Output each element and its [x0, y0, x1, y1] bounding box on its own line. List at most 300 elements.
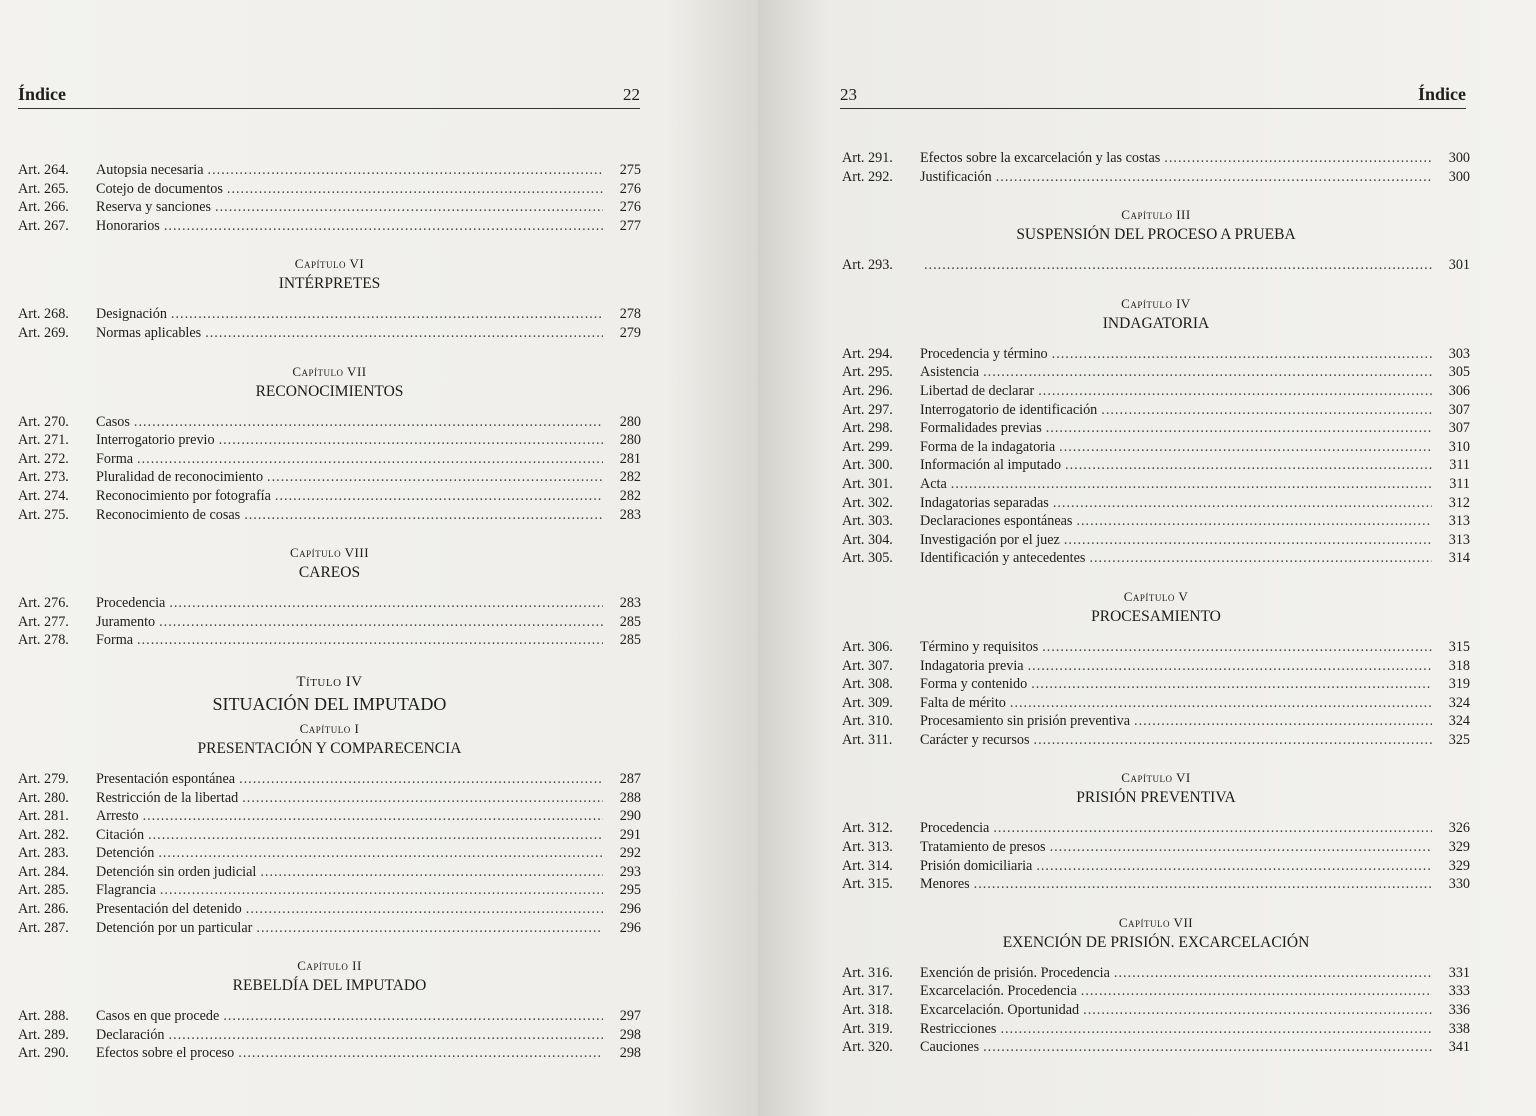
dot-leader: [1053, 494, 1432, 513]
toc-entry: [18, 631, 641, 650]
entry-page-number: 288: [619, 789, 641, 806]
toc-entry: [18, 789, 641, 808]
article-number: Art. 283.: [18, 845, 69, 862]
article-number: Art. 312.: [842, 820, 893, 837]
entry-page-number: 291: [619, 826, 641, 843]
dot-leader: [1089, 549, 1432, 568]
dot-leader: [246, 900, 603, 919]
entry-title: Procedencia: [920, 820, 990, 837]
entry-page-number: 318: [1448, 657, 1470, 674]
entry-title: Procedencia: [96, 595, 166, 612]
chapter-label: Capítulo VII: [1118, 914, 1194, 930]
dot-leader: [996, 168, 1432, 187]
toc-entry: [842, 838, 1470, 857]
entry-title: Forma: [96, 450, 134, 467]
entry-page-number: 338: [1448, 1020, 1470, 1037]
dot-leader: [1114, 964, 1432, 983]
dot-leader: [1010, 694, 1432, 713]
article-number: Art. 271.: [18, 432, 69, 449]
left-page: [0, 0, 758, 1116]
chapter-heading: PRISIÓN PREVENTIVA: [1076, 789, 1236, 807]
dot-leader: [171, 305, 603, 324]
article-number: Art. 306.: [842, 638, 893, 655]
chapter-label: Capítulo IV: [1121, 295, 1191, 311]
article-number: Art. 266.: [18, 199, 69, 216]
entry-page-number: 285: [619, 632, 641, 649]
dot-leader: [223, 1007, 603, 1026]
entry-page-number: 296: [619, 901, 641, 918]
toc-entry: [842, 1020, 1470, 1039]
entry-title: Excarcelación. Oportunidad: [920, 1002, 1080, 1019]
entry-page-number: 333: [1448, 983, 1470, 1000]
entry-title: Presentación del detenido: [96, 901, 242, 918]
toc-entry: [18, 770, 641, 789]
entry-title: Citación: [96, 826, 145, 843]
dot-leader: [1034, 731, 1432, 750]
toc-entry: [842, 401, 1470, 420]
article-number: Art. 299.: [842, 438, 893, 455]
dot-leader: [239, 770, 603, 789]
article-number: Art. 276.: [18, 595, 69, 612]
article-number: Art. 282.: [18, 826, 69, 843]
chapter-label: Capítulo VI: [294, 256, 365, 272]
entry-page-number: 285: [619, 613, 641, 630]
article-number: Art. 311.: [842, 731, 893, 748]
toc-entry: [842, 982, 1470, 1001]
entry-title: Efectos sobre el proceso: [96, 1045, 235, 1062]
entry-title: Casos en que procede: [96, 1008, 220, 1025]
entry-title: Procesamiento sin prisión preventiva: [920, 713, 1131, 730]
dot-leader: [974, 875, 1432, 894]
entry-title: Detención por un particular: [96, 919, 253, 936]
entry-page-number: 315: [1448, 638, 1470, 655]
article-number: Art. 287.: [18, 919, 69, 936]
toc-entry: [842, 712, 1470, 731]
entry-page-number: 336: [1448, 1002, 1470, 1019]
dot-leader: [1134, 712, 1432, 731]
toc-entry: [842, 731, 1470, 750]
entry-page-number: 311: [1449, 475, 1470, 492]
article-number: Art. 272.: [18, 450, 69, 467]
article-number: Art. 308.: [842, 676, 893, 693]
entry-title: Información al imputado: [920, 457, 1062, 474]
entry-page-number: 319: [1448, 676, 1470, 693]
dot-leader: [1059, 438, 1432, 457]
dot-leader: [1083, 1001, 1432, 1020]
chapter-heading: EXENCIÓN DE PRISIÓN. EXCARCELACIÓN: [1002, 933, 1310, 951]
dot-leader: [1052, 345, 1432, 364]
entry-page-number: 331: [1448, 964, 1470, 981]
dot-leader: [1038, 382, 1432, 401]
dot-leader: [227, 180, 603, 199]
toc-entry: [842, 494, 1470, 513]
dot-leader: [275, 487, 603, 506]
dot-leader: [148, 826, 603, 845]
article-number: Art. 297.: [842, 401, 893, 418]
toc-entry: [18, 1044, 641, 1063]
toc-entry: [18, 826, 641, 845]
entry-title: Efectos sobre la excarcelación y las costas: [920, 150, 1161, 166]
article-number: Art. 310.: [842, 713, 893, 730]
entry-page-number: 341: [1448, 1039, 1470, 1056]
article-number: Art. 320.: [842, 1039, 893, 1056]
dot-leader: [983, 363, 1432, 382]
article-number: Art. 285.: [18, 882, 69, 899]
article-number: Art. 270.: [18, 413, 69, 430]
entry-page-number: 280: [619, 432, 641, 449]
chapter-label: Capítulo III: [1121, 207, 1191, 223]
article-number: Art. 279.: [18, 770, 69, 787]
article-number: Art. 301.: [842, 475, 893, 492]
dot-leader: [983, 1038, 1432, 1057]
title-heading: SITUACIÓN DEL IMPUTADO: [212, 693, 447, 714]
entry-title: Declaración: [96, 1026, 165, 1043]
entry-title: Interrogatorio previo: [96, 432, 215, 449]
toc-entry: [18, 180, 641, 199]
dot-leader: [137, 450, 603, 469]
toc-entry: [842, 638, 1470, 657]
entry-page-number: 313: [1448, 531, 1470, 548]
entry-title: Término y requisitos: [920, 638, 1039, 655]
dot-leader: [993, 819, 1432, 838]
article-number: Art. 296.: [842, 382, 893, 399]
toc-entry: [18, 1007, 641, 1026]
toc-entry: [842, 512, 1470, 531]
dot-leader: [215, 198, 603, 217]
article-number: Art. 274.: [18, 487, 69, 504]
entry-page-number: 298: [619, 1026, 641, 1043]
entry-page-number: 296: [619, 919, 641, 936]
toc-entry: [842, 531, 1470, 550]
dot-leader: [1081, 982, 1432, 1001]
article-number: Art. 315.: [842, 876, 893, 893]
entry-title: Normas aplicables: [96, 324, 202, 341]
entry-page-number: 313: [1448, 513, 1470, 530]
toc-entry: [842, 549, 1470, 568]
toc-entry: [18, 506, 641, 525]
toc-entry: [842, 456, 1470, 475]
chapter-heading: INDAGATORIA: [1102, 314, 1210, 332]
entry-page-number: 300: [1448, 168, 1470, 185]
entry-title: Reconocimiento de cosas: [96, 506, 241, 523]
entry-title: Casos: [96, 413, 130, 430]
chapter-heading: REBELDÍA DEL IMPUTADO: [232, 977, 427, 995]
article-number: Art. 281.: [18, 808, 69, 825]
entry-page-number: 329: [1448, 839, 1470, 856]
entry-page-number: 297: [619, 1008, 641, 1025]
article-number: Art. 269.: [18, 324, 69, 341]
dot-leader: [238, 1044, 603, 1063]
entry-page-number: 329: [1448, 857, 1470, 874]
chapter-label: Capítulo VIII: [289, 545, 370, 561]
entry-title: Detención sin orden judicial: [96, 863, 257, 880]
toc-entry: [842, 256, 1470, 275]
running-head-right: [840, 84, 1466, 109]
entry-title: Interrogatorio de identificación: [920, 401, 1098, 418]
dot-leader: [1046, 419, 1432, 438]
toc-entry: [18, 900, 641, 919]
entry-title: Detención: [96, 845, 155, 862]
entry-title: Justificación: [920, 168, 992, 185]
dot-leader: [219, 431, 603, 450]
toc-entry: [842, 675, 1470, 694]
entry-page-number: 303: [1448, 345, 1470, 362]
entry-page-number: 277: [619, 217, 641, 234]
article-number: Art. 309.: [842, 694, 893, 711]
dot-leader: [1064, 531, 1432, 550]
article-number: Art. 314.: [842, 857, 893, 874]
entry-page-number: 281: [619, 450, 641, 467]
running-head-left: [18, 84, 640, 109]
entry-title: Arresto: [96, 808, 139, 825]
toc-entry: [842, 419, 1470, 438]
entry-title: Declaraciones espontáneas: [920, 513, 1073, 530]
article-number: Art. 284.: [18, 863, 69, 880]
article-number: Art. 288.: [18, 1008, 69, 1025]
entry-title: Cauciones: [920, 1039, 980, 1056]
article-number: Art. 265.: [18, 180, 69, 197]
toc-entry: [18, 413, 641, 432]
entry-page-number: 324: [1448, 713, 1470, 730]
toc-entry: [18, 431, 641, 450]
entry-title: Falta de mérito: [920, 694, 1006, 711]
dot-leader: [1031, 675, 1432, 694]
toc-entry: [18, 487, 641, 506]
entry-page-number: 306: [1448, 382, 1470, 399]
entry-page-number: 275: [619, 162, 641, 178]
article-number: Art. 298.: [842, 420, 893, 437]
article-number: Art. 275.: [18, 506, 69, 523]
title-label: Título IV: [296, 673, 363, 690]
entry-title: Flagrancia: [96, 882, 156, 899]
article-number: Art. 303.: [842, 513, 893, 530]
article-number: Art. 277.: [18, 613, 69, 630]
entry-title: Carácter y recursos: [920, 731, 1030, 748]
entry-title: Forma y contenido: [920, 676, 1028, 693]
dot-leader: [143, 807, 603, 826]
dot-leader: [924, 256, 1432, 275]
entry-title: Identificación y antecedentes: [920, 550, 1086, 567]
article-number: Art. 264.: [18, 162, 69, 178]
right-page: [758, 0, 1536, 1116]
dot-leader: [256, 919, 603, 938]
toc-column-right: [842, 149, 1470, 1057]
entry-title: Cotejo de documentos: [96, 180, 223, 197]
chapter-label: Capítulo II: [297, 958, 362, 974]
chapter-heading: CAREOS: [298, 564, 361, 582]
entry-page-number: 276: [619, 180, 641, 197]
dot-leader: [1050, 838, 1432, 857]
toc-entry: [842, 875, 1470, 894]
article-number: Art. 278.: [18, 632, 69, 649]
entry-title: Acta: [920, 475, 947, 492]
dot-leader: [1028, 657, 1432, 676]
toc-entry: [18, 844, 641, 863]
entry-title: Investigación por el juez: [920, 531, 1060, 548]
article-number: Art. 292.: [842, 168, 893, 185]
dot-leader: [134, 413, 603, 432]
article-number: Art. 291.: [842, 150, 893, 166]
article-number: Art. 286.: [18, 901, 69, 918]
toc-entry: [842, 149, 1470, 168]
toc-entry: [842, 1001, 1470, 1020]
entry-page-number: 283: [619, 506, 641, 523]
article-number: Art. 280.: [18, 789, 69, 806]
toc-entry: [18, 807, 641, 826]
toc-entry: [842, 657, 1470, 676]
toc-entry: [842, 475, 1470, 494]
running-head-title: Índice: [1417, 84, 1466, 104]
entry-page-number: 312: [1448, 494, 1470, 511]
dot-leader: [1036, 857, 1432, 876]
dot-leader: [242, 789, 603, 808]
article-number: Art. 273.: [18, 469, 69, 486]
article-number: Art. 289.: [18, 1026, 69, 1043]
entry-title: Reserva y sanciones: [96, 199, 212, 216]
toc-entry: [18, 919, 641, 938]
article-number: Art. 304.: [842, 531, 893, 548]
toc-entry: [842, 964, 1470, 983]
chapter-heading: SUSPENSIÓN DEL PROCESO A PRUEBA: [1016, 226, 1296, 244]
entry-page-number: 310: [1448, 438, 1470, 455]
entry-title: Reconocimiento por fotografía: [96, 487, 271, 504]
toc-entry: [842, 694, 1470, 713]
toc-entry: [18, 613, 641, 632]
article-number: Art. 305.: [842, 550, 893, 567]
dot-leader: [205, 324, 603, 343]
dot-leader: [1065, 456, 1432, 475]
dot-leader: [267, 468, 603, 487]
entry-title: Designación: [96, 306, 167, 323]
entry-title: Restricción de la libertad: [96, 789, 239, 806]
entry-title: Procedencia y término: [920, 345, 1048, 362]
chapter-heading: PRESENTACIÓN Y COMPARECENCIA: [197, 739, 462, 757]
entry-page-number: 290: [619, 808, 641, 825]
dot-leader: [244, 506, 603, 525]
chapter-heading: PROCESAMIENTO: [1091, 607, 1221, 625]
page-number: 23: [840, 85, 857, 104]
toc-column-left: [18, 161, 641, 1063]
entry-title: Autopsia necesaria: [96, 162, 204, 178]
chapter-label: Capítulo I: [299, 720, 360, 736]
toc-entry: [842, 857, 1470, 876]
toc-entry: [842, 438, 1470, 457]
entry-page-number: 282: [619, 487, 641, 504]
entry-title: Prisión domiciliaria: [920, 857, 1033, 874]
article-number: Art. 295.: [842, 364, 893, 381]
entry-page-number: 314: [1448, 550, 1470, 567]
entry-title: Juramento: [96, 613, 156, 630]
dot-leader: [1164, 149, 1432, 168]
entry-page-number: 307: [1448, 401, 1470, 418]
article-number: Art. 294.: [842, 345, 893, 362]
entry-title: Tratamiento de presos: [920, 839, 1046, 856]
entry-title: Restricciones: [920, 1020, 997, 1037]
chapter-label: Capítulo VI: [1121, 770, 1191, 786]
article-number: Art. 293.: [842, 257, 893, 274]
dot-leader: [169, 1026, 603, 1045]
dot-leader: [951, 475, 1432, 494]
article-number: Art. 318.: [842, 1002, 893, 1019]
toc-entry: [18, 881, 641, 900]
entry-page-number: 311: [1449, 457, 1470, 474]
entry-page-number: 282: [619, 469, 641, 486]
toc-entry: [842, 382, 1470, 401]
entry-title: Libertad de declarar: [920, 382, 1035, 399]
entry-title: Pluralidad de reconocimiento: [96, 469, 264, 486]
dot-leader: [260, 863, 603, 882]
entry-title: Asistencia: [920, 364, 980, 381]
entry-page-number: 298: [619, 1045, 641, 1062]
dot-leader: [164, 217, 603, 236]
entry-title: Formalidades previas: [920, 420, 1042, 437]
article-number: Art. 267.: [18, 217, 69, 234]
dot-leader: [1042, 638, 1432, 657]
chapter-label: Capítulo V: [1123, 588, 1189, 604]
entry-page-number: 301: [1448, 257, 1470, 274]
entry-title: Presentación espontánea: [96, 770, 236, 787]
toc-entry: [18, 468, 641, 487]
running-head-title: Índice: [18, 84, 67, 104]
entry-page-number: 307: [1448, 420, 1470, 437]
entry-page-number: 292: [619, 845, 641, 862]
article-number: Art. 268.: [18, 306, 69, 323]
toc-entry: [18, 594, 641, 613]
toc-entry: [842, 168, 1470, 187]
toc-entry: [18, 1026, 641, 1045]
toc-entry: [18, 305, 641, 324]
entry-page-number: 305: [1448, 364, 1470, 381]
entry-page-number: 278: [619, 306, 641, 323]
entry-title: Menores: [920, 876, 970, 893]
entry-page-number: 279: [619, 324, 641, 341]
chapter-label: Capítulo VII: [292, 363, 367, 379]
toc-entry: [18, 450, 641, 469]
article-number: Art. 316.: [842, 964, 893, 981]
entry-title: Indagatoria previa: [920, 657, 1024, 674]
article-number: Art. 307.: [842, 657, 893, 674]
entry-title: Honorarios: [96, 217, 160, 234]
entry-title: Forma de la indagatoria: [920, 438, 1056, 455]
entry-page-number: 325: [1448, 731, 1470, 748]
entry-page-number: 287: [619, 770, 641, 787]
toc-entry: [18, 161, 641, 180]
article-number: Art. 290.: [18, 1045, 69, 1062]
chapter-heading: RECONOCIMIENTOS: [255, 382, 404, 400]
dot-leader: [160, 881, 603, 900]
dot-leader: [159, 613, 603, 632]
dot-leader: [1000, 1020, 1432, 1039]
entry-page-number: 326: [1448, 820, 1470, 837]
article-number: Art. 319.: [842, 1020, 893, 1037]
toc-entry: [18, 863, 641, 882]
entry-page-number: 330: [1448, 876, 1470, 893]
dot-leader: [169, 594, 603, 613]
toc-entry: [842, 363, 1470, 382]
entry-page-number: 300: [1448, 150, 1470, 166]
dot-leader: [208, 161, 603, 180]
entry-page-number: 324: [1448, 694, 1470, 711]
dot-leader: [158, 844, 603, 863]
dot-leader: [1101, 401, 1432, 420]
dot-leader: [137, 631, 603, 650]
toc-entry: [18, 324, 641, 343]
article-number: Art. 302.: [842, 494, 893, 511]
toc-entry: [842, 819, 1470, 838]
toc-entry: [842, 345, 1470, 364]
entry-page-number: 276: [619, 199, 641, 216]
toc-entry: [18, 198, 641, 217]
